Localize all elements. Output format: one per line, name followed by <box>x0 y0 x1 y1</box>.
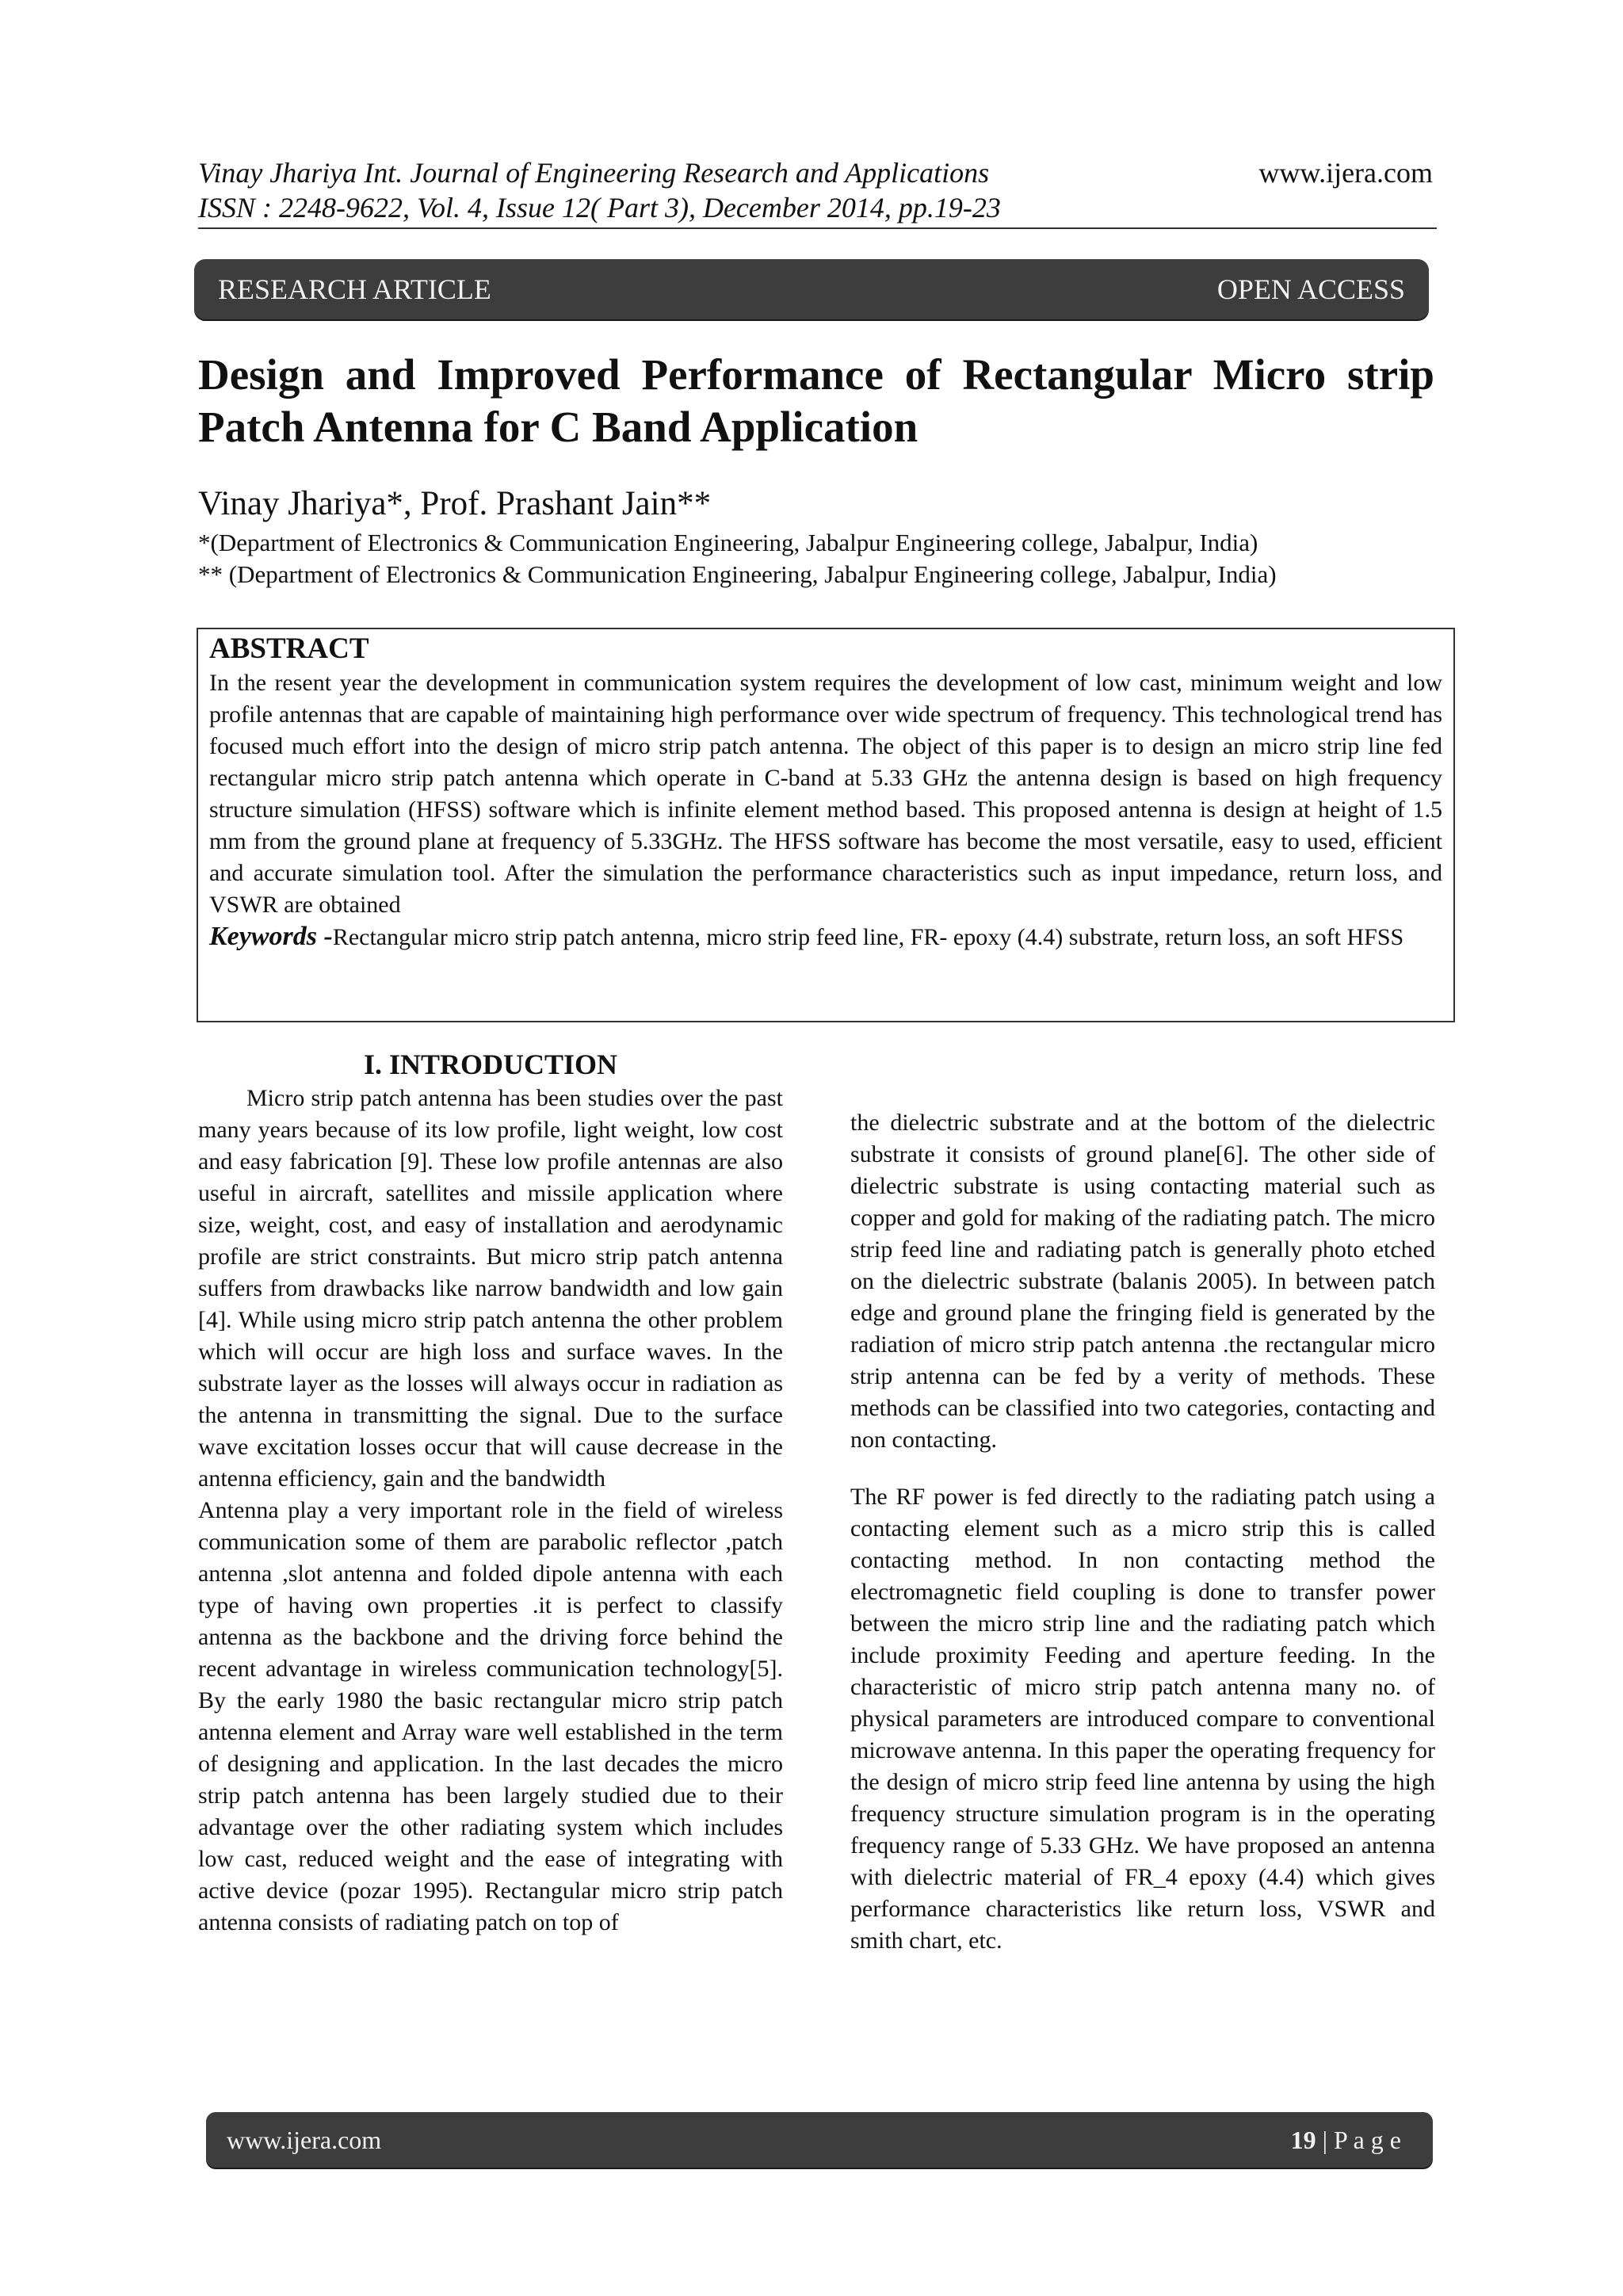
affiliation-2: ** (Department of Electronics & Communication Engineering, Jabalpur Engineering college, Jabalpur, India) <box>198 560 1277 588</box>
header-divider <box>198 227 1437 229</box>
keywords-text: Rectangular micro strip patch antenna, micro strip feed line, FR- epoxy (4.4) substrate, return loss, an soft HFSS <box>332 924 1404 950</box>
page-number: 19 <box>1290 2125 1316 2154</box>
paper-title: Design and Improved Performance of Rectangular Micro strip Patch Antenna for C Band Application <box>198 350 1434 451</box>
journal-line: Vinay Jhariya Int. Journal of Engineering Research and Applications <box>198 157 990 189</box>
page-footer <box>206 2112 1433 2168</box>
research-article-label: RESEARCH ARTICLE <box>218 273 491 305</box>
abstract-text: In the resent year the development in communication system requires the development of low cast, minimum weight and low profile antennas that are capable of maintaining high performance over wide spectrum of frequency. This technological trend has focused much effort into the design of micro strip patch antenna. The object of this paper is to design an micro strip line fed rectangular micro strip patch antenna which operate in C-band at 5.33 GHz the antenna design is based on high frequency structure simulation (HFSS) software which is infinite element method based. This proposed antenna is design at height of 1.5 mm from the ground plane at frequency of 5.33GHz. The HFSS software has become the most versatile, easy to used, efficient and accurate simulation tool. After the simulation the performance characteristics such as input impedance, return loss, and VSWR are obtained <box>209 670 1442 918</box>
article-type-banner <box>194 259 1429 319</box>
abstract-box <box>197 628 1455 1022</box>
section-heading-introduction: I. INTRODUCTION <box>363 1049 618 1080</box>
running-header <box>198 155 1001 225</box>
footer-website-link[interactable]: www.ijera.com <box>227 2125 382 2154</box>
intro-paragraph-1: Micro strip patch antenna has been studies over the past many years because of its low profile, light weight, low cost and easy fabrication [9]. These low profile antennas are also useful in aircraft, satellites and missile application where size, weight, cost, and easy of installation and aerodynamic profile are strict constraints. But micro strip patch antenna suffers from drawbacks like narrow bandwidth and low gain [4]. While using micro strip patch antenna the other problem which will occur are high loss and surface waves. In the substrate layer as the losses will always occur in radiation as the antenna in transmitting the signal. Due to the surface wave excitation losses occur that will cause decrease in the antenna efficiency, gain and the bandwidth <box>198 1085 783 1492</box>
page-label: | P a g e <box>1316 2125 1401 2154</box>
left-column <box>198 1046 783 1939</box>
open-access-label: OPEN ACCESS <box>1216 273 1405 305</box>
keywords-label: Keywords - <box>209 922 333 951</box>
right-column <box>850 1107 1435 1957</box>
header-website-link[interactable]: www.ijera.com <box>1258 157 1433 189</box>
intro-paragraph-4: The RF power is fed directly to the radiating patch using a contacting element such as a micro strip this is called contacting method. In non contacting method the electromagnetic field coupling is done to transfer power between the micro strip line and the radiating patch which include proximity Feeding and aperture feeding. In the characteristic of micro strip patch antenna many no. of physical parameters are introduced compare to conventional microwave antenna. In this paper the operating frequency for the design of micro strip feed line antenna by using the high frequency structure simulation program is in the operating frequency range of 5.33 GHz. We have proposed an antenna with dielectric material of FR_4 epoxy (4.4) which gives performance characteristics like return loss, VSWR and smith chart, etc. <box>850 1484 1435 1954</box>
abstract-heading: ABSTRACT <box>209 632 369 665</box>
page-indicator <box>1291 2126 1401 2155</box>
issn-line: ISSN : 2248-9622, Vol. 4, Issue 12( Part 3), December 2014, pp.19-23 <box>198 192 1001 223</box>
keywords-line <box>209 921 1442 953</box>
author-list: Vinay Jhariya*, Prof. Prashant Jain** <box>198 485 712 522</box>
intro-paragraph-2: Antenna play a very important role in the field of wireless communication some of them are parabolic reflector ,patch antenna ,slot antenna and folded dipole antenna with each type of having own properties .it is perfect to classify antenna as the backbone and the driving force behind the recent advantage in wireless communication technology[5]. By the early 1980 the basic rectangular micro strip patch antenna element and Array ware well established in the term of designing and application. In the last decades the micro strip patch antenna has been largely studied due to their advantage over the other radiating system which includes low cast, reduced weight and the ease of integrating with active device (pozar 1995). Rectangular micro strip patch antenna consists of radiating patch on top of <box>198 1497 783 1935</box>
affiliation-1: *(Department of Electronics & Communication Engineering, Jabalpur Engineering college, Jabalpur, India) <box>198 529 1258 556</box>
intro-paragraph-3: the dielectric substrate and at the bottom of the dielectric substrate it consists of ground plane[6]. The other side of dielectric substrate is using contacting material such as copper and gold for making of the radiating patch. The micro strip feed line and radiating patch is generally photo etched on the dielectric substrate (balanis 2005). In between patch edge and ground plane the fringing field is generated by the radiation of micro strip patch antenna .the rectangular micro strip antenna can be fed by a verity of methods. These methods can be classified into two categories, contacting and non contacting. <box>850 1110 1435 1453</box>
